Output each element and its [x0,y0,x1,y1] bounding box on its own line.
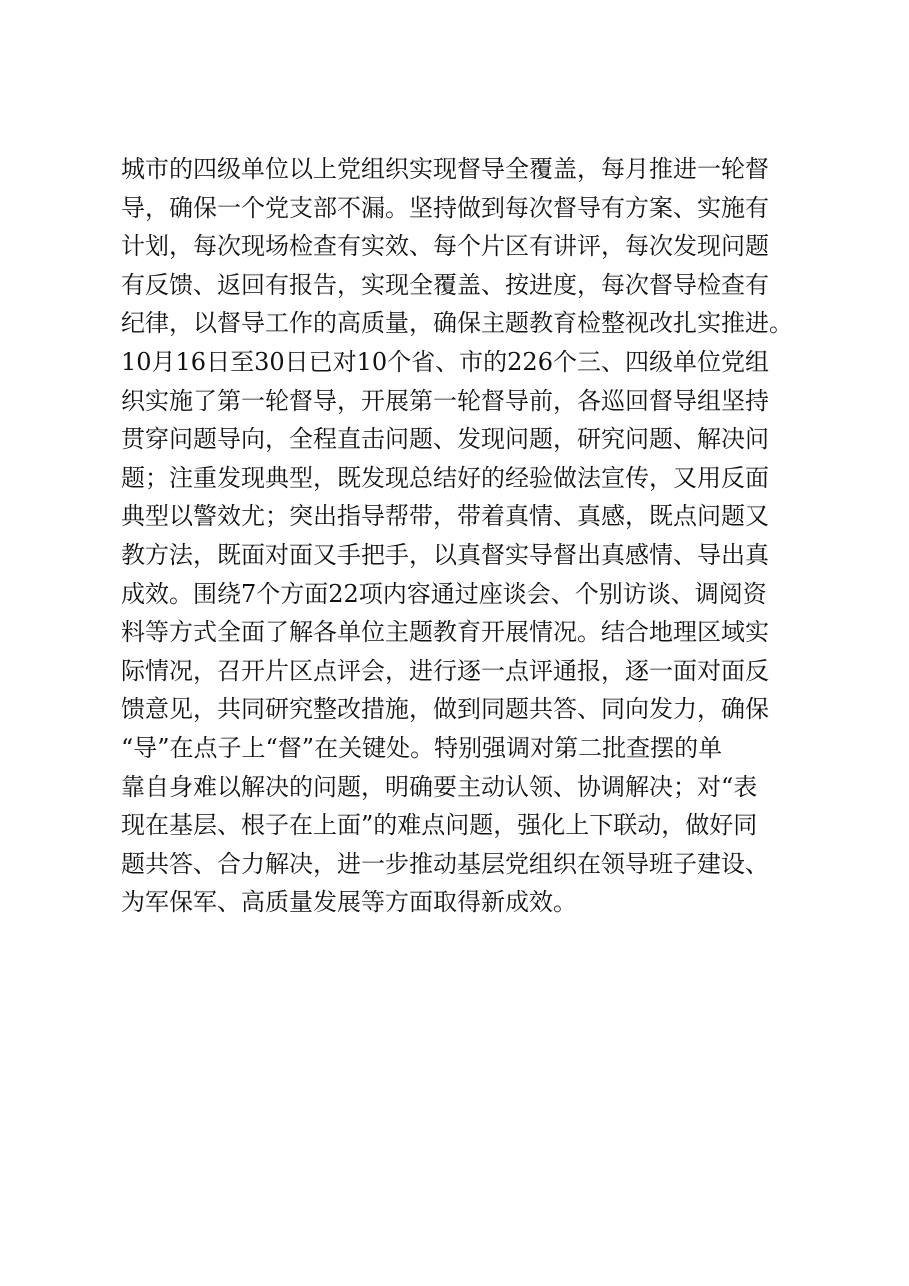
text-line: 计划，每次现场检查有实效、每个片区有讲评，每次发现问题 [121,232,769,261]
text-line: 成效。围绕7个方面22项内容通过座谈会、个别访谈、调阅资 [121,579,767,608]
text-line: 有反馈、返回有报告，实现全覆盖、按进度，每次督导检查有 [121,270,769,299]
text-line: 题；注重发现典型，既发现总结好的经验做法宣传，又用反面 [121,463,769,492]
text-line: 城市的四级单位以上党组织实现督导全覆盖，每月推进一轮督 [121,155,769,183]
text-line: 织实施了第一轮督导，开展第一轮督导前，各巡回督导组坚持 [121,386,769,415]
text-line: 馈意见，共同研究整改措施，做到同题共答、同向发力，确保 [121,695,769,724]
text-line: 贯穿问题导向，全程直击问题、发现问题，研究问题、解决问 [121,425,769,454]
text-line: 纪律，以督导工作的高质量，确保主题教育检整视改扎实推进。 [121,309,793,338]
text-line: 典型以警效尤；突出指导帮带，带着真情、真感，既点问题又 [121,502,769,531]
text-line: 教方法，既面对面又手把手，以真督实导督出真感情、导出真 [121,540,769,569]
text-line: 题共答、合力解决，进一步推动基层党组织在领导班子建设、 [121,849,769,878]
text-line: 料等方式全面了解各单位主题教育开展情况。结合地理区域实 [121,618,769,647]
text-line: 靠自身难以解决的问题，明确要主动认领、协调解决；对“表 [121,772,758,801]
body-paragraph [121,150,821,922]
text-line: 现在基层、根子在上面”的难点问题，强化上下联动，做好同 [121,811,758,840]
text-line: 10月16日至30日已对10个省、市的226个三、四级单位党组 [121,347,769,376]
text-line: 际情况，召开片区点评会，进行逐一点评通报，逐一面对面反 [121,656,769,685]
text-line: 导，确保一个党支部不漏。坚持做到每次督导有方案、实施有 [121,193,769,222]
text-line: 为军保军、高质量发展等方面取得新成效。 [121,888,577,917]
text-line: “导”在点子上“督”在关键处。特别强调对第二批查摆的单 [121,733,723,762]
